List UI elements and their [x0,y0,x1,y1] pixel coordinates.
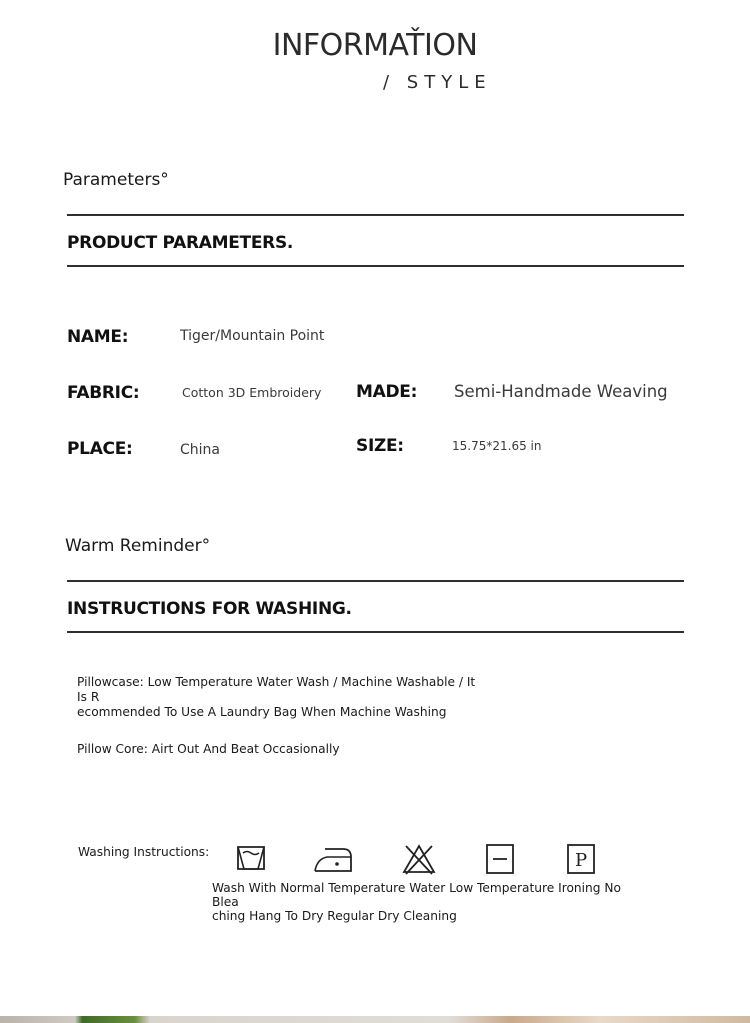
reminder-subheading: Warm Reminder° [65,536,211,556]
iron-icon [313,843,353,875]
product-photo-edge [0,1016,750,1023]
wash-tub-icon [235,843,267,875]
hang-dry-icon [485,843,515,875]
dry-clean-letter: P [574,850,588,871]
divider-bottom-parameters [67,265,684,267]
parameters-title: PRODUCT PARAMETERS. [67,233,294,253]
washing-caption-line1: Wash With Normal Temperature Water Low Temperature Ironing No Blea [212,881,621,909]
size-value: 15.75*21.65 in [452,439,542,453]
dry-clean-icon [566,843,596,875]
divider-top-parameters [67,214,684,216]
pillowcase-note-line2: ecommended To Use A Laundry Bag When Machine Washing [77,705,447,719]
washing-caption-line2: ching Hang To Dry Regular Dry Cleaning [212,909,457,923]
no-bleach-icon [401,843,437,875]
parameters-subheading: Parameters° [63,170,169,190]
washing-caption [212,881,632,923]
fabric-label: FABRIC: [67,383,140,403]
logo-title: INFORMAŤION [272,28,478,63]
made-value: Semi-Handmade Weaving [454,382,668,401]
logo-subtitle: / STYLE [383,72,492,93]
divider-top-reminder [67,580,684,582]
pillow-core-note: Pillow Core: Airt Out And Beat Occasionally [77,742,340,756]
size-label: SIZE: [356,436,404,456]
washing-instructions-label: Washing Instructions: [78,845,210,859]
name-value: Tiger/Mountain Point [180,328,325,344]
place-value: China [180,442,220,458]
pillowcase-note-line1: Pillowcase: Low Temperature Water Wash / Machine Washable / It Is R [77,675,476,704]
name-label: NAME: [67,327,129,347]
place-label: PLACE: [67,439,133,459]
made-label: MADE: [356,382,418,402]
reminder-title: INSTRUCTIONS FOR WASHING. [67,599,352,619]
fabric-value: Cotton 3D Embroidery [182,385,322,400]
divider-bottom-reminder [67,631,684,633]
pillowcase-note [77,675,477,720]
